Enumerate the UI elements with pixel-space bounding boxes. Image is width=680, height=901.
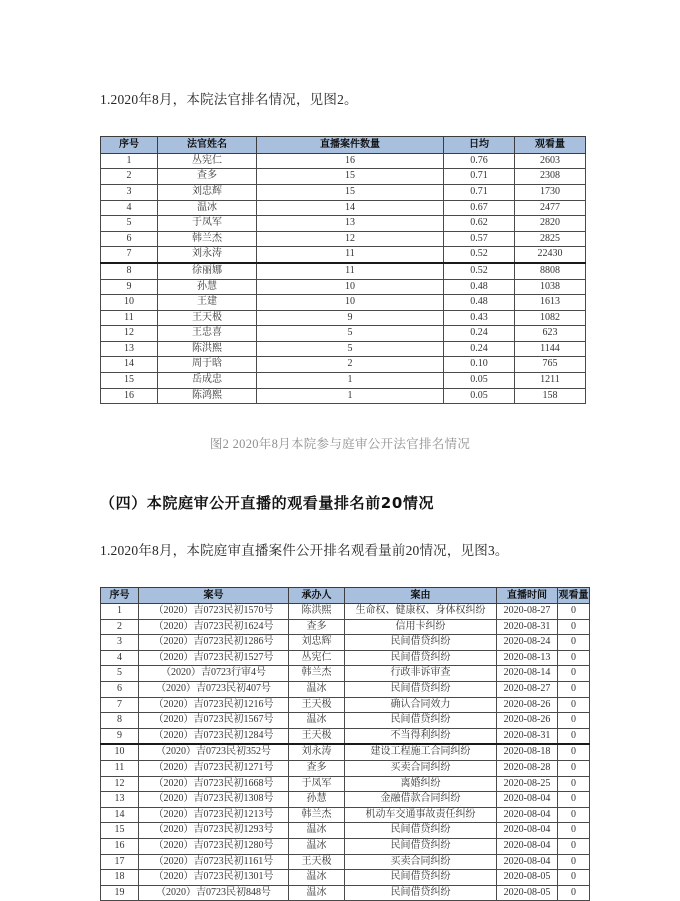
top20-cases-cell-r6-c4: 2020-08-26: [497, 697, 558, 713]
top20-cases-table-body: [101, 604, 590, 901]
top20-cases-cell-r7-c5: 0: [558, 713, 590, 729]
table-row: [101, 231, 586, 247]
top20-cases-cell-r11-c2: 于凤军: [289, 776, 345, 792]
top20-cases-cell-r7-c3: 民间借贷纠纷: [345, 713, 497, 729]
top20-cases-cell-r5-c0: 6: [101, 681, 139, 697]
top20-cases-cell-r0-c1: （2020）吉0723民初1570号: [139, 604, 289, 620]
top20-cases-cell-r4-c5: 0: [558, 666, 590, 682]
judge-ranking-cell-r15-c0: 16: [101, 388, 158, 404]
judge-ranking-cell-r0-c3: 0.76: [444, 153, 515, 169]
top20-cases-cell-r10-c5: 0: [558, 760, 590, 776]
top20-cases-cell-r0-c2: 陈洪熙: [289, 604, 345, 620]
top20-cases-cell-r5-c1: （2020）吉0723民初407号: [139, 681, 289, 697]
top20-cases-cell-r3-c2: 丛宪仁: [289, 650, 345, 666]
judge-ranking-cell-r10-c1: 王天极: [158, 310, 257, 326]
table-row: [101, 713, 590, 729]
top20-cases-cell-r11-c0: 12: [101, 776, 139, 792]
table-row: [101, 823, 590, 839]
top20-cases-cell-r9-c5: 0: [558, 744, 590, 760]
judge-ranking-cell-r13-c1: 周于晗: [158, 357, 257, 373]
top20-cases-cell-r11-c3: 离婚纠纷: [345, 776, 497, 792]
top20-cases-cell-r16-c5: 0: [558, 854, 590, 870]
judge-ranking-cell-r13-c3: 0.10: [444, 357, 515, 373]
top20-cases-cell-r15-c2: 温冰: [289, 838, 345, 854]
judge-ranking-cell-r4-c4: 2820: [515, 216, 586, 232]
table-header-row: [101, 137, 586, 154]
top20-cases-cell-r14-c3: 民间借贷纠纷: [345, 823, 497, 839]
top20-cases-cell-r13-c0: 14: [101, 807, 139, 823]
top20-cases-cell-r4-c0: 5: [101, 666, 139, 682]
top20-cases-cell-r18-c3: 民间借贷纠纷: [345, 885, 497, 901]
table-header-row: [101, 587, 590, 604]
judge-ranking-cell-r7-c0: 8: [101, 263, 158, 279]
top20-cases-cell-r11-c4: 2020-08-25: [497, 776, 558, 792]
judge-ranking-cell-r3-c1: 温冰: [158, 200, 257, 216]
judge-ranking-table-head: [101, 137, 586, 154]
top20-cases-cell-r16-c0: 17: [101, 854, 139, 870]
table-row: [101, 388, 586, 404]
judge-ranking-cell-r3-c4: 2477: [515, 200, 586, 216]
judge-ranking-cell-r13-c4: 765: [515, 357, 586, 373]
top20-cases-cell-r7-c2: 温冰: [289, 713, 345, 729]
judge-ranking-cell-r3-c0: 4: [101, 200, 158, 216]
top20-cases-cell-r5-c5: 0: [558, 681, 590, 697]
top20-cases-cell-r8-c4: 2020-08-31: [497, 728, 558, 744]
top20-cases-cell-r3-c4: 2020-08-13: [497, 650, 558, 666]
top20-cases-col-header-5: 观看量: [558, 587, 590, 604]
judge-ranking-cell-r5-c1: 韩兰杰: [158, 231, 257, 247]
judge-ranking-cell-r15-c2: 1: [257, 388, 444, 404]
top20-cases-cell-r11-c5: 0: [558, 776, 590, 792]
judge-ranking-cell-r1-c4: 2308: [515, 169, 586, 185]
paragraph-top20-intro: 1.2020年8月，本院庭审直播案件公开排名观看量前20情况，见图3。: [100, 527, 580, 561]
table-row: [101, 776, 590, 792]
top20-cases-cell-r14-c5: 0: [558, 823, 590, 839]
figure-2-caption: 图2 2020年8月本院参与庭审公开法官排名情况: [100, 417, 580, 452]
judge-ranking-cell-r12-c4: 1144: [515, 341, 586, 357]
top20-cases-cell-r11-c1: （2020）吉0723民初1668号: [139, 776, 289, 792]
judge-ranking-cell-r15-c3: 0.05: [444, 388, 515, 404]
judge-ranking-cell-r2-c4: 1730: [515, 184, 586, 200]
top20-cases-cell-r1-c3: 信用卡纠纷: [345, 619, 497, 635]
top20-cases-cell-r7-c4: 2020-08-26: [497, 713, 558, 729]
top20-cases-col-header-4: 直播时间: [497, 587, 558, 604]
judge-ranking-cell-r8-c1: 孙慧: [158, 279, 257, 295]
judge-ranking-cell-r8-c4: 1038: [515, 279, 586, 295]
judge-ranking-cell-r8-c3: 0.48: [444, 279, 515, 295]
judge-ranking-cell-r9-c1: 王建: [158, 295, 257, 311]
judge-ranking-cell-r13-c2: 2: [257, 357, 444, 373]
top20-cases-cell-r10-c0: 11: [101, 760, 139, 776]
table-row: [101, 728, 590, 744]
top20-cases-cell-r14-c2: 温冰: [289, 823, 345, 839]
judge-ranking-cell-r3-c2: 14: [257, 200, 444, 216]
top20-cases-cell-r18-c5: 0: [558, 885, 590, 901]
judge-ranking-cell-r10-c0: 11: [101, 310, 158, 326]
top20-cases-table: [100, 587, 590, 901]
top20-cases-cell-r10-c4: 2020-08-28: [497, 760, 558, 776]
judge-ranking-cell-r15-c4: 158: [515, 388, 586, 404]
top20-cases-cell-r1-c2: 查多: [289, 619, 345, 635]
top20-cases-cell-r12-c5: 0: [558, 792, 590, 808]
top20-cases-cell-r7-c1: （2020）吉0723民初1567号: [139, 713, 289, 729]
judge-ranking-cell-r9-c2: 10: [257, 295, 444, 311]
judge-ranking-cell-r12-c3: 0.24: [444, 341, 515, 357]
top20-cases-cell-r10-c3: 买卖合同纠纷: [345, 760, 497, 776]
judge-ranking-cell-r1-c0: 2: [101, 169, 158, 185]
judge-ranking-cell-r7-c4: 8808: [515, 263, 586, 279]
top20-cases-cell-r1-c4: 2020-08-31: [497, 619, 558, 635]
judge-ranking-cell-r2-c1: 刘忠辉: [158, 184, 257, 200]
judge-ranking-cell-r5-c0: 6: [101, 231, 158, 247]
judge-ranking-cell-r0-c4: 2603: [515, 153, 586, 169]
judge-ranking-cell-r14-c2: 1: [257, 373, 444, 389]
paragraph-judge-ranking-intro: 1.2020年8月，本院法官排名情况，见图2。: [100, 14, 580, 110]
table-row: [101, 697, 590, 713]
judge-ranking-cell-r8-c2: 10: [257, 279, 444, 295]
top20-cases-cell-r9-c3: 建设工程施工合同纠纷: [345, 744, 497, 760]
top20-cases-cell-r7-c0: 8: [101, 713, 139, 729]
judge-ranking-table-wrapper: [100, 123, 580, 404]
top20-cases-cell-r13-c5: 0: [558, 807, 590, 823]
judge-ranking-cell-r5-c4: 2825: [515, 231, 586, 247]
judge-ranking-cell-r9-c0: 10: [101, 295, 158, 311]
judge-ranking-cell-r4-c1: 于凤军: [158, 216, 257, 232]
top20-cases-cell-r18-c0: 19: [101, 885, 139, 901]
table-row: [101, 744, 590, 760]
top20-cases-cell-r3-c0: 4: [101, 650, 139, 666]
judge-ranking-cell-r2-c2: 15: [257, 184, 444, 200]
top20-cases-cell-r12-c1: （2020）吉0723民初1308号: [139, 792, 289, 808]
table-row: [101, 200, 586, 216]
top20-cases-cell-r1-c0: 2: [101, 619, 139, 635]
top20-cases-cell-r9-c1: （2020）吉0723民初352号: [139, 744, 289, 760]
top20-cases-cell-r2-c5: 0: [558, 635, 590, 651]
judge-ranking-cell-r10-c4: 1082: [515, 310, 586, 326]
top20-cases-cell-r6-c2: 王天极: [289, 697, 345, 713]
judge-ranking-cell-r11-c1: 王忠喜: [158, 326, 257, 342]
top20-cases-cell-r17-c5: 0: [558, 870, 590, 886]
top20-cases-cell-r14-c0: 15: [101, 823, 139, 839]
top20-cases-cell-r16-c4: 2020-08-04: [497, 854, 558, 870]
top20-cases-cell-r12-c2: 孙慧: [289, 792, 345, 808]
judge-ranking-cell-r3-c3: 0.67: [444, 200, 515, 216]
top20-cases-cell-r17-c4: 2020-08-05: [497, 870, 558, 886]
top20-cases-cell-r2-c4: 2020-08-24: [497, 635, 558, 651]
top20-cases-cell-r2-c2: 刘忠辉: [289, 635, 345, 651]
table-row: [101, 635, 590, 651]
judge-ranking-cell-r0-c2: 16: [257, 153, 444, 169]
judge-ranking-cell-r5-c3: 0.57: [444, 231, 515, 247]
judge-ranking-cell-r14-c3: 0.05: [444, 373, 515, 389]
top20-cases-cell-r4-c2: 韩兰杰: [289, 666, 345, 682]
judge-ranking-col-header-2: 直播案件数量: [257, 137, 444, 154]
judge-ranking-cell-r7-c3: 0.52: [444, 263, 515, 279]
judge-ranking-cell-r4-c3: 0.62: [444, 216, 515, 232]
table-row: [101, 295, 586, 311]
top20-cases-cell-r1-c5: 0: [558, 619, 590, 635]
top20-cases-cell-r5-c2: 温冰: [289, 681, 345, 697]
judge-ranking-cell-r5-c2: 12: [257, 231, 444, 247]
document-page: [0, 14, 680, 894]
top20-cases-cell-r14-c4: 2020-08-04: [497, 823, 558, 839]
judge-ranking-cell-r11-c3: 0.24: [444, 326, 515, 342]
table-row: [101, 666, 590, 682]
table-row: [101, 184, 586, 200]
table-row: [101, 792, 590, 808]
judge-ranking-cell-r14-c1: 岳成忠: [158, 373, 257, 389]
top20-cases-cell-r13-c4: 2020-08-04: [497, 807, 558, 823]
judge-ranking-cell-r7-c2: 11: [257, 263, 444, 279]
judge-ranking-cell-r11-c0: 12: [101, 326, 158, 342]
table-row: [101, 247, 586, 263]
top20-cases-cell-r16-c1: （2020）吉0723民初1161号: [139, 854, 289, 870]
judge-ranking-cell-r14-c0: 15: [101, 373, 158, 389]
top20-cases-cell-r17-c1: （2020）吉0723民初1301号: [139, 870, 289, 886]
judge-ranking-cell-r7-c1: 徐丽娜: [158, 263, 257, 279]
judge-ranking-cell-r12-c0: 13: [101, 341, 158, 357]
top20-cases-cell-r15-c4: 2020-08-04: [497, 838, 558, 854]
top20-cases-cell-r8-c5: 0: [558, 728, 590, 744]
top20-cases-cell-r13-c3: 机动车交通事故责任纠纷: [345, 807, 497, 823]
top20-cases-cell-r6-c0: 7: [101, 697, 139, 713]
top20-cases-cell-r17-c3: 民间借贷纠纷: [345, 870, 497, 886]
top20-cases-cell-r2-c3: 民间借贷纠纷: [345, 635, 497, 651]
top20-cases-cell-r6-c1: （2020）吉0723民初1216号: [139, 697, 289, 713]
table-row: [101, 650, 590, 666]
table-row: [101, 357, 586, 373]
judge-ranking-table: [100, 136, 586, 404]
judge-ranking-cell-r8-c0: 9: [101, 279, 158, 295]
top20-cases-cell-r13-c2: 韩兰杰: [289, 807, 345, 823]
judge-ranking-cell-r0-c0: 1: [101, 153, 158, 169]
table-row: [101, 807, 590, 823]
top20-cases-col-header-3: 案由: [345, 587, 497, 604]
table-row: [101, 263, 586, 279]
judge-ranking-cell-r6-c3: 0.52: [444, 247, 515, 263]
section-heading-top20: （四）本院庭审公开直播的观看量排名前20情况: [100, 464, 580, 513]
top20-cases-cell-r9-c2: 刘永涛: [289, 744, 345, 760]
top20-cases-col-header-0: 序号: [101, 587, 139, 604]
top20-cases-cell-r16-c3: 买卖合同纠纷: [345, 854, 497, 870]
top20-cases-cell-r16-c2: 王天极: [289, 854, 345, 870]
top20-cases-cell-r3-c1: （2020）吉0723民初1527号: [139, 650, 289, 666]
top20-cases-cell-r14-c1: （2020）吉0723民初1293号: [139, 823, 289, 839]
top20-cases-cell-r15-c1: （2020）吉0723民初1280号: [139, 838, 289, 854]
top20-cases-cell-r12-c4: 2020-08-04: [497, 792, 558, 808]
table-row: [101, 326, 586, 342]
top20-cases-cell-r18-c1: （2020）吉0723民初848号: [139, 885, 289, 901]
top20-cases-cell-r18-c2: 温冰: [289, 885, 345, 901]
judge-ranking-col-header-1: 法官姓名: [158, 137, 257, 154]
top20-cases-table-wrapper: [100, 575, 580, 901]
top20-cases-cell-r4-c4: 2020-08-14: [497, 666, 558, 682]
table-row: [101, 870, 590, 886]
table-row: [101, 216, 586, 232]
judge-ranking-cell-r11-c2: 5: [257, 326, 444, 342]
judge-ranking-cell-r1-c3: 0.71: [444, 169, 515, 185]
judge-ranking-table-body: [101, 153, 586, 404]
top20-cases-cell-r8-c1: （2020）吉0723民初1284号: [139, 728, 289, 744]
table-row: [101, 760, 590, 776]
table-row: [101, 341, 586, 357]
top20-cases-cell-r5-c4: 2020-08-27: [497, 681, 558, 697]
top20-cases-cell-r12-c0: 13: [101, 792, 139, 808]
judge-ranking-cell-r1-c1: 查多: [158, 169, 257, 185]
top20-cases-cell-r2-c1: （2020）吉0723民初1286号: [139, 635, 289, 651]
top20-cases-cell-r6-c3: 确认合同效力: [345, 697, 497, 713]
top20-cases-cell-r9-c0: 10: [101, 744, 139, 760]
top20-cases-cell-r15-c3: 民间借贷纠纷: [345, 838, 497, 854]
judge-ranking-cell-r11-c4: 623: [515, 326, 586, 342]
top20-cases-col-header-2: 承办人: [289, 587, 345, 604]
top20-cases-cell-r0-c0: 1: [101, 604, 139, 620]
judge-ranking-cell-r2-c3: 0.71: [444, 184, 515, 200]
top20-cases-cell-r18-c4: 2020-08-05: [497, 885, 558, 901]
judge-ranking-cell-r6-c2: 11: [257, 247, 444, 263]
judge-ranking-cell-r1-c2: 15: [257, 169, 444, 185]
judge-ranking-cell-r2-c0: 3: [101, 184, 158, 200]
top20-cases-cell-r15-c0: 16: [101, 838, 139, 854]
top20-cases-cell-r10-c1: （2020）吉0723民初1271号: [139, 760, 289, 776]
judge-ranking-cell-r13-c0: 14: [101, 357, 158, 373]
top20-cases-cell-r1-c1: （2020）吉0723民初1624号: [139, 619, 289, 635]
table-row: [101, 619, 590, 635]
table-row: [101, 681, 590, 697]
judge-ranking-cell-r4-c2: 13: [257, 216, 444, 232]
judge-ranking-col-header-0: 序号: [101, 137, 158, 154]
top20-cases-cell-r13-c1: （2020）吉0723民初1213号: [139, 807, 289, 823]
judge-ranking-cell-r6-c0: 7: [101, 247, 158, 263]
top20-cases-cell-r2-c0: 3: [101, 635, 139, 651]
table-row: [101, 279, 586, 295]
judge-ranking-col-header-4: 观看量: [515, 137, 586, 154]
top20-cases-col-header-1: 案号: [139, 587, 289, 604]
table-row: [101, 373, 586, 389]
judge-ranking-cell-r6-c1: 刘永涛: [158, 247, 257, 263]
top20-cases-cell-r0-c3: 生命权、健康权、身体权纠纷: [345, 604, 497, 620]
top20-cases-cell-r15-c5: 0: [558, 838, 590, 854]
judge-ranking-cell-r10-c3: 0.43: [444, 310, 515, 326]
top20-cases-cell-r12-c3: 金融借款合同纠纷: [345, 792, 497, 808]
top20-cases-cell-r8-c2: 王天极: [289, 728, 345, 744]
top20-cases-cell-r3-c3: 民间借贷纠纷: [345, 650, 497, 666]
top20-cases-cell-r4-c1: （2020）吉0723行审4号: [139, 666, 289, 682]
table-row: [101, 169, 586, 185]
table-row: [101, 153, 586, 169]
judge-ranking-cell-r0-c1: 丛宪仁: [158, 153, 257, 169]
table-row: [101, 604, 590, 620]
top20-cases-table-head: [101, 587, 590, 604]
top20-cases-cell-r8-c3: 不当得利纠纷: [345, 728, 497, 744]
judge-ranking-col-header-3: 日均: [444, 137, 515, 154]
top20-cases-cell-r6-c5: 0: [558, 697, 590, 713]
top20-cases-cell-r0-c5: 0: [558, 604, 590, 620]
top20-cases-cell-r10-c2: 查多: [289, 760, 345, 776]
top20-cases-cell-r0-c4: 2020-08-27: [497, 604, 558, 620]
top20-cases-cell-r4-c3: 行政非诉审查: [345, 666, 497, 682]
judge-ranking-cell-r9-c4: 1613: [515, 295, 586, 311]
judge-ranking-cell-r4-c0: 5: [101, 216, 158, 232]
judge-ranking-cell-r15-c1: 陈鸿熙: [158, 388, 257, 404]
table-row: [101, 310, 586, 326]
judge-ranking-cell-r6-c4: 22430: [515, 247, 586, 263]
top20-cases-cell-r17-c0: 18: [101, 870, 139, 886]
judge-ranking-cell-r14-c4: 1211: [515, 373, 586, 389]
top20-cases-cell-r17-c2: 温冰: [289, 870, 345, 886]
top20-cases-cell-r9-c4: 2020-08-18: [497, 744, 558, 760]
top20-cases-cell-r3-c5: 0: [558, 650, 590, 666]
top20-cases-cell-r8-c0: 9: [101, 728, 139, 744]
judge-ranking-cell-r12-c2: 5: [257, 341, 444, 357]
judge-ranking-cell-r10-c2: 9: [257, 310, 444, 326]
table-row: [101, 885, 590, 901]
top20-cases-cell-r5-c3: 民间借贷纠纷: [345, 681, 497, 697]
judge-ranking-cell-r9-c3: 0.48: [444, 295, 515, 311]
judge-ranking-cell-r12-c1: 陈洪熙: [158, 341, 257, 357]
table-row: [101, 854, 590, 870]
table-row: [101, 838, 590, 854]
